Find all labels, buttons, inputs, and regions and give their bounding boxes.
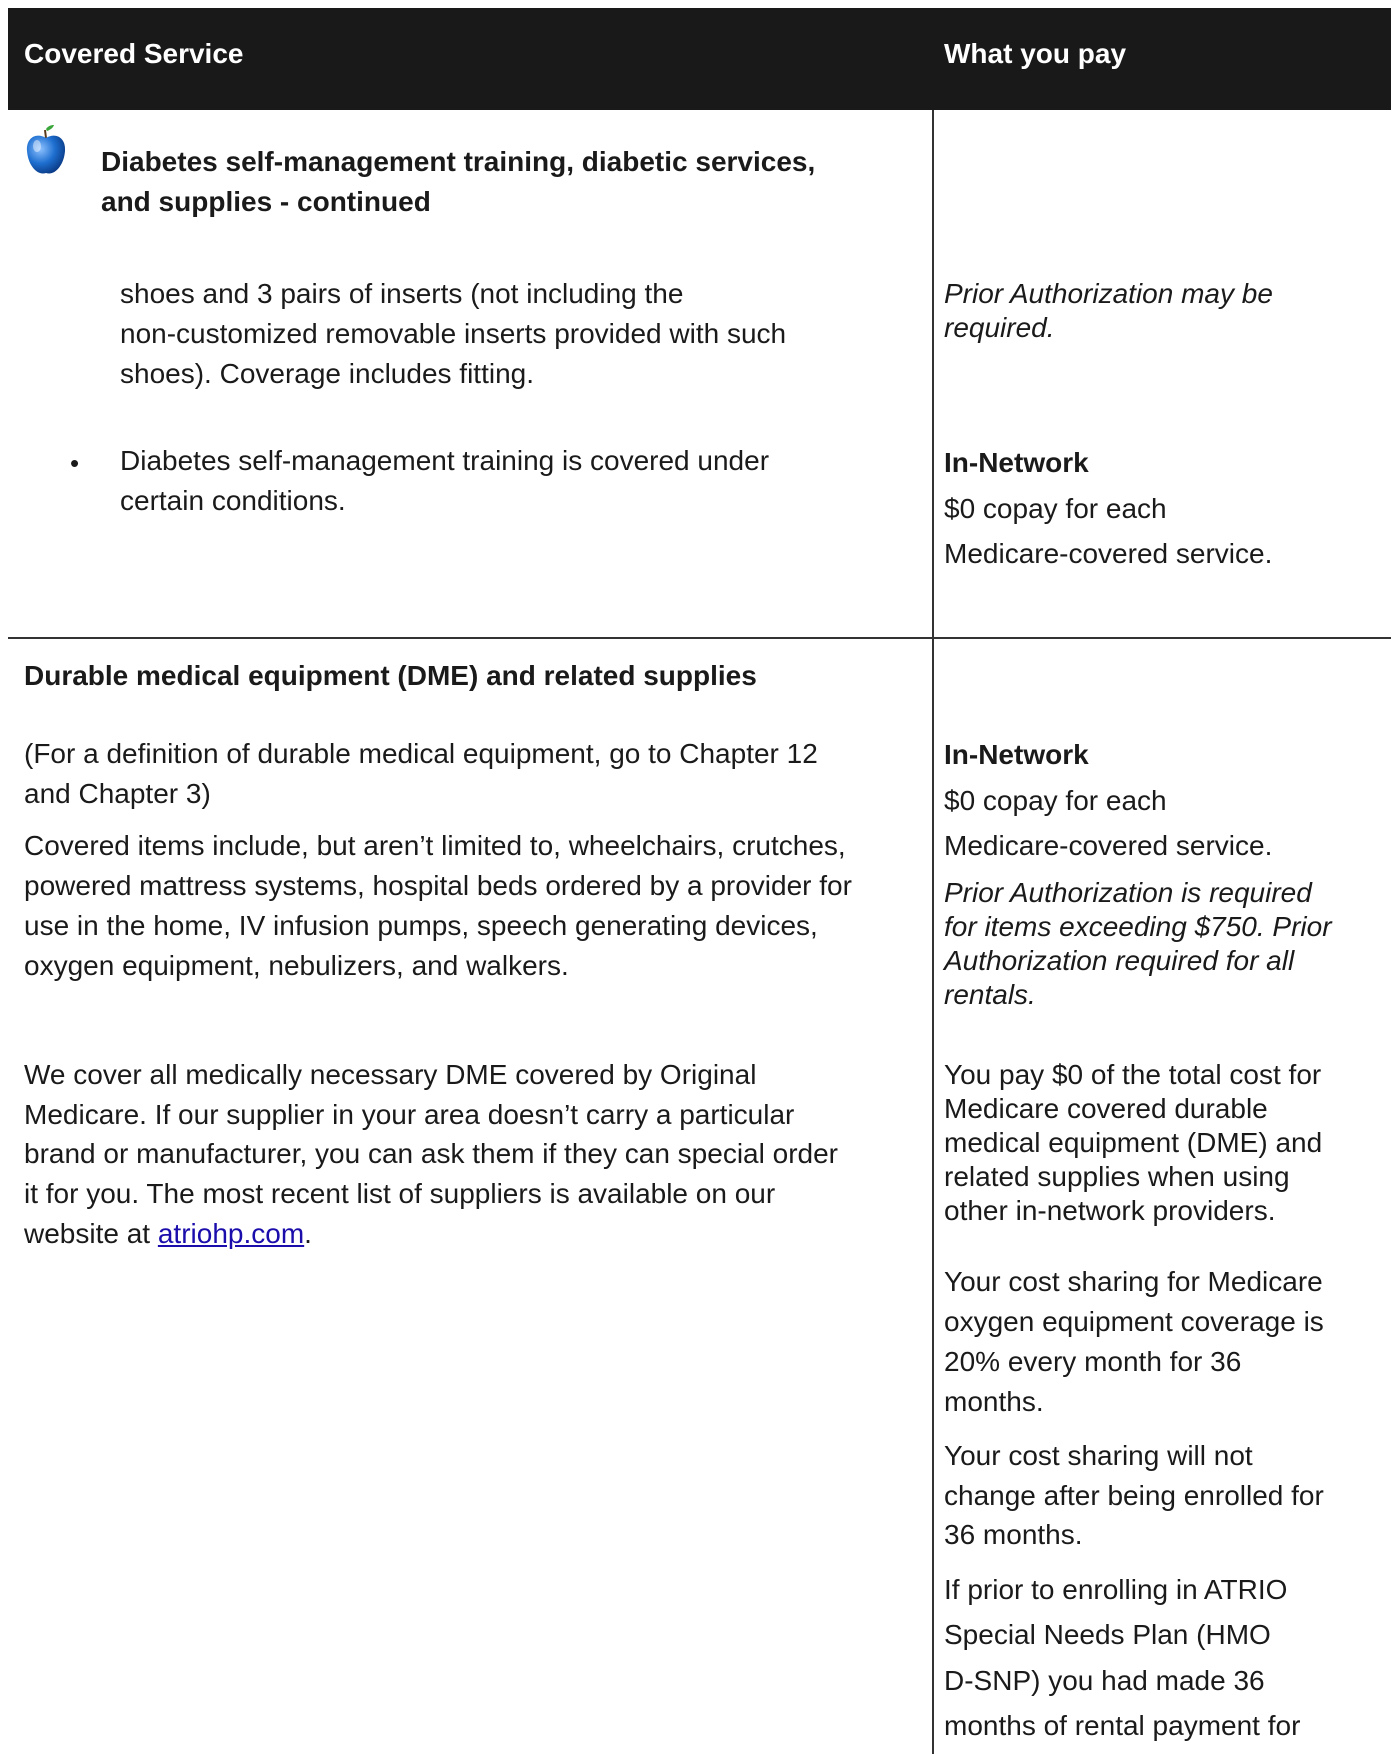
in-network-label: In-Network [944,447,1089,478]
row-divider [8,637,1391,639]
prior-auth-note: Prior Authorization may be [944,278,1273,309]
apple-icon [24,124,68,178]
in-network-label: In-Network [944,739,1089,770]
copay-text: $0 copay for each [944,785,1167,816]
diabetes-title-line: and supplies - continued [101,186,431,217]
website-suffix: . [304,1218,312,1249]
dme-cover-line: Medicare. If our supplier in your area doesn’t carry a particular [24,1099,795,1130]
dme-cover-line: it for you. The most recent list of suppliers is available on our [24,1178,776,1209]
pay-text-line: You pay $0 of the total cost for [944,1059,1322,1090]
shoes-text-line: non-customized removable inserts provided with such [120,318,787,349]
pay-text-line: Medicare covered durable [944,1093,1268,1124]
prior-auth-note: rentals. [944,979,1036,1010]
prior-auth-note: Prior Authorization is required [944,877,1312,908]
copay-text: $0 copay for each [944,493,1167,524]
covered-service-heading: Covered Service [24,38,244,69]
dme-cover-line: brand or manufacturer, you can ask them if they can special order [24,1138,838,1169]
what-you-pay-heading: What you pay [944,38,1127,69]
prior-auth-note: Authorization required for all [944,945,1295,976]
nochange-text-line: Your cost sharing will not [944,1440,1253,1471]
column-divider [932,734,934,1032]
prior-enroll-text-line: Special Needs Plan (HMO [944,1619,1271,1650]
prior-enroll-text-line: months of rental payment for [944,1710,1301,1741]
oxygen-text-line: Your cost sharing for Medicare [944,1266,1323,1297]
dme-items-line: powered mattress systems, hospital beds ordered by a provider for [24,870,852,901]
website-prefix: website at [24,1218,158,1249]
pay-text-line: other in-network providers. [944,1195,1276,1226]
nochange-text-line: change after being enrolled for [944,1480,1324,1511]
column-divider [932,1032,934,1754]
shoes-text-line: shoes). Coverage includes fitting. [120,358,534,389]
bullet-marker: • [70,448,80,478]
dme-cover-line: We cover all medically necessary DME covered by Original [24,1059,757,1090]
atriohp-link[interactable]: atriohp.com [157,1218,305,1249]
column-divider [932,256,934,638]
table-header [8,8,1391,110]
training-text-line: certain conditions. [120,485,346,516]
prior-auth-note: for items exceeding $750. Prior [944,911,1332,942]
training-text-line: Diabetes self-management training is covered under [120,445,770,476]
dme-cover-line [24,1214,312,1254]
dme-definition-line: (For a definition of durable medical equipment, go to Chapter 12 [24,738,818,769]
diabetes-title-line: Diabetes self-management training, diabetic services, [101,146,816,177]
column-divider [932,638,934,734]
prior-enroll-text-line: If prior to enrolling in ATRIO [944,1574,1288,1605]
oxygen-text-line: months. [944,1386,1044,1417]
prior-enroll-text-line: D-SNP) you had made 36 [944,1665,1265,1696]
oxygen-text-line: 20% every month for 36 [944,1346,1242,1377]
dme-title: Durable medical equipment (DME) and related supplies [24,660,757,691]
nochange-text-line: 36 months. [944,1519,1083,1550]
column-divider [932,110,934,256]
oxygen-text-line: oxygen equipment coverage is [944,1306,1324,1337]
shoes-text-line: shoes and 3 pairs of inserts (not including the [120,278,684,309]
prior-auth-note: required. [944,312,1055,343]
pay-text-line: related supplies when using [944,1161,1290,1192]
dme-items-line: oxygen equipment, nebulizers, and walkers. [24,950,569,981]
copay-text: Medicare-covered service. [944,830,1273,861]
dme-items-line: use in the home, IV infusion pumps, speech generating devices, [24,910,818,941]
dme-items-line: Covered items include, but aren’t limited to, wheelchairs, crutches, [24,830,846,861]
pay-text-line: medical equipment (DME) and [944,1127,1323,1158]
copay-text: Medicare-covered service. [944,538,1273,569]
dme-definition-line: and Chapter 3) [24,778,211,809]
